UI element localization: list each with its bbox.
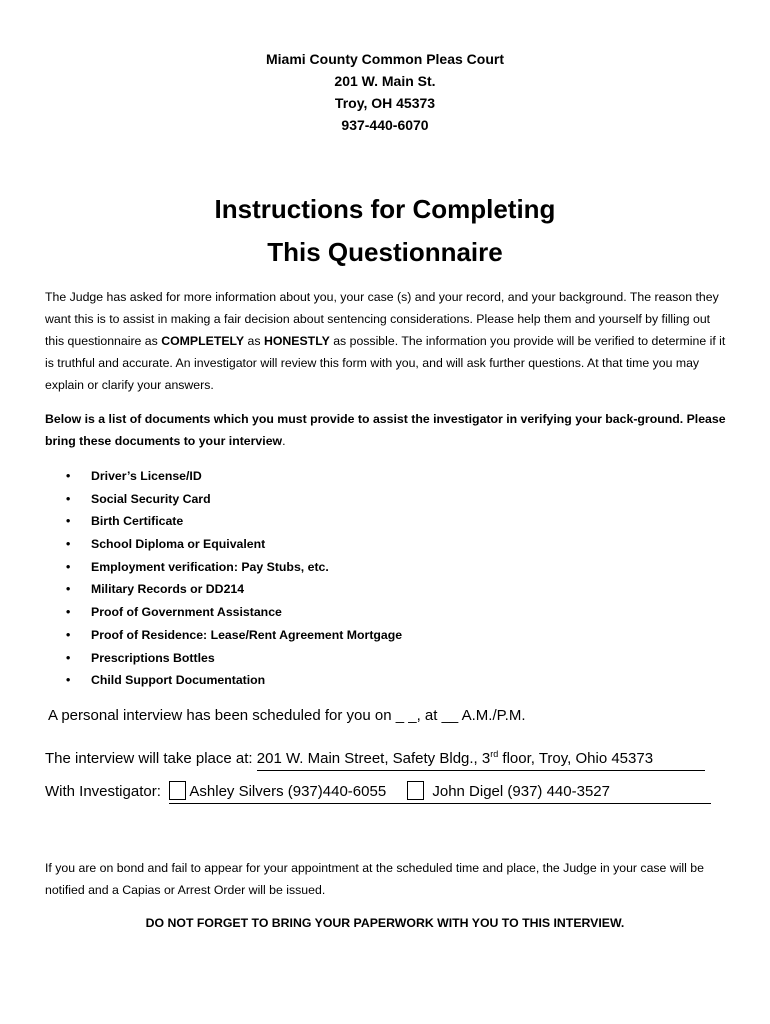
- document-label: Employment verification: Pay Stubs, etc.: [91, 559, 329, 574]
- title-line-1: Instructions for Completing: [214, 194, 556, 224]
- court-name: Miami County Common Pleas Court: [265, 51, 505, 67]
- list-item: [62, 465, 402, 488]
- investigator-label: With Investigator:: [45, 783, 166, 800]
- interview-location-line: [45, 743, 735, 771]
- list-item: [62, 578, 402, 601]
- intro-text-2: as possible. The information you provide will be verified to determine if it is truthful and accurate. An investigator will review this form with you, and will ask further questions. At that time you may explain or clarify your answers.: [45, 334, 726, 392]
- intro-honestly: HONESTLY: [263, 334, 330, 348]
- bullet-icon: •: [66, 559, 71, 574]
- title-line-2: This Questionnaire: [267, 237, 503, 267]
- interview-location-label: The interview will take place at:: [45, 750, 257, 767]
- bullet-icon: •: [66, 537, 71, 552]
- documents-intro-period: .: [282, 434, 286, 448]
- investigator-line: [45, 781, 735, 804]
- interview-scheduled-line: [48, 705, 738, 727]
- investigator-2-name: John Digel (937) 440-3527: [432, 783, 610, 800]
- document-label: Military Records or DD214: [91, 582, 245, 597]
- document-label: Proof of Government Assistance: [91, 605, 282, 620]
- list-item: [62, 510, 402, 533]
- investigator-2-checkbox[interactable]: [407, 781, 424, 800]
- bullet-icon: •: [66, 627, 71, 642]
- list-item: [62, 669, 402, 692]
- court-header: [0, 48, 770, 136]
- investigator-1-checkbox[interactable]: [169, 781, 186, 800]
- interview-schedule-text: A personal interview has been scheduled for you on _ _, at __ A.M./P.M.: [48, 707, 526, 724]
- bullet-icon: •: [66, 605, 71, 620]
- document-label: Child Support Documentation: [91, 673, 266, 688]
- investigator-field: [169, 781, 711, 804]
- document-label: Proof of Residence: Lease/Rent Agreement Mortgage: [91, 627, 403, 642]
- court-address: 201 W. Main St.: [334, 73, 436, 89]
- documents-intro: [45, 408, 735, 452]
- list-item: [62, 601, 402, 624]
- list-item: [62, 533, 402, 556]
- closing-reminder: DO NOT FORGET TO BRING YOUR PAPERWORK WITH YOU TO THIS INTERVIEW.: [145, 916, 625, 930]
- interview-address-a: 201 W. Main Street, Safety Bldg., 3: [256, 750, 491, 767]
- bullet-icon: •: [66, 469, 71, 483]
- bullet-icon: •: [66, 514, 71, 529]
- interview-location-field: [257, 743, 705, 771]
- document-label: School Diploma or Equivalent: [91, 537, 266, 552]
- bullet-icon: •: [66, 673, 71, 688]
- bullet-icon: •: [66, 582, 71, 597]
- page-title: [0, 188, 770, 274]
- court-city: Troy, OH 45373: [334, 95, 436, 111]
- interview-address-b: floor, Troy, Ohio 45373: [498, 750, 654, 767]
- intro-as: as: [244, 334, 264, 348]
- document-label: Driver’s License/ID: [91, 469, 202, 483]
- intro-completely: COMPLETELY: [161, 334, 245, 348]
- documents-intro-text: Below is a list of documents which you must provide to assist the investigator in verifying your back-ground. Please bring these documents to your interview: [45, 412, 726, 448]
- interview-address-sup: rd: [490, 749, 499, 759]
- document-label: Prescriptions Bottles: [91, 650, 215, 665]
- bullet-icon: •: [66, 650, 71, 665]
- investigator-1-name: Ashley Silvers (937)440-6055: [189, 783, 387, 800]
- list-item: [62, 647, 402, 670]
- bond-warning: If you are on bond and fail to appear for your appointment at the scheduled time and place, the Judge in your case will be notified and a Capias or Arrest Order will be issued.: [45, 861, 704, 897]
- documents-list: [62, 465, 402, 692]
- intro-paragraph: [45, 286, 729, 396]
- document-label: Social Security Card: [91, 491, 211, 506]
- court-phone: 937-440-6070: [341, 117, 429, 133]
- intro-text-1: The Judge has asked for more information about you, your case (s) and your record, and your background. The reason they want this is to assist in making a fair decision about sentencing considerations. Please help them and yourself by filling out this questionnaire as: [45, 290, 719, 348]
- list-item: [62, 488, 402, 511]
- list-item: [62, 624, 402, 647]
- bullet-icon: •: [66, 491, 71, 506]
- document-label: Birth Certificate: [91, 514, 184, 529]
- list-item: [62, 556, 402, 579]
